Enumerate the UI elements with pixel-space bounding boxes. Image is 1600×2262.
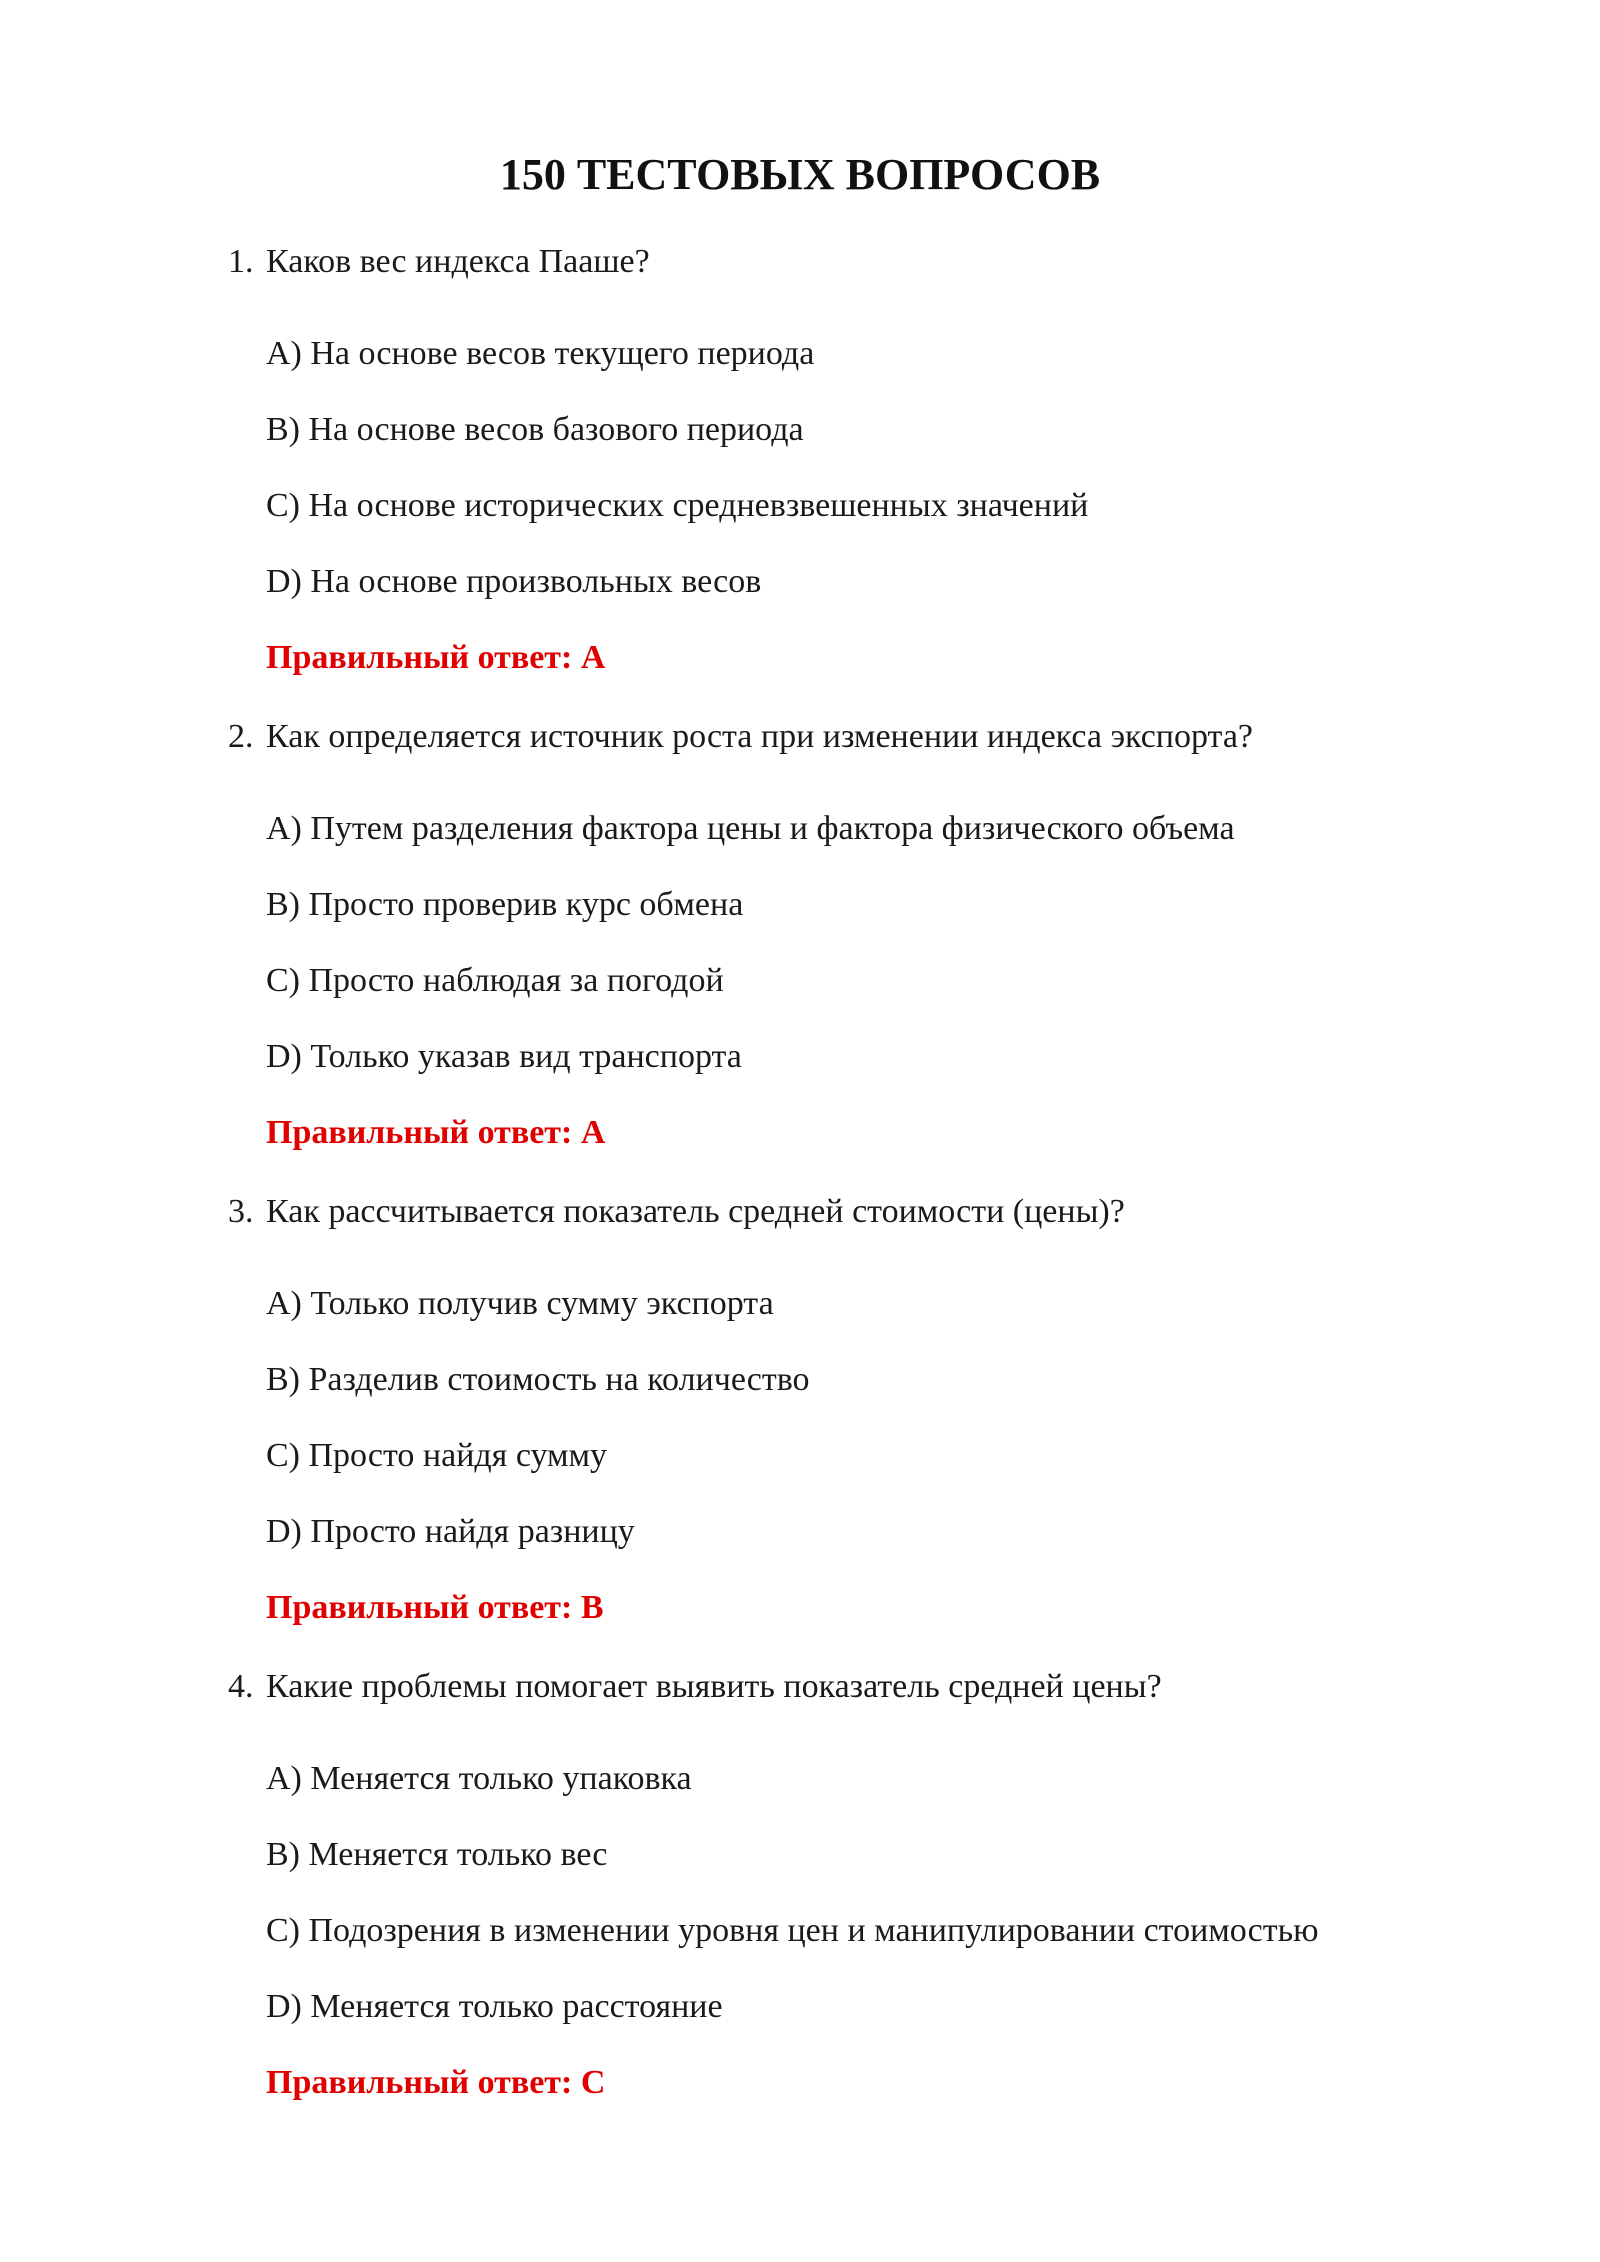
- question-number: 1.: [228, 243, 254, 280]
- option-list: [266, 1282, 810, 1586]
- question-2: [0, 715, 1600, 1190]
- question-4: [0, 1665, 1600, 2140]
- option-b: B) На основе весов базового периода: [266, 411, 804, 448]
- option-a: A) Путем разделения фактора цены и фактора физического объема: [266, 810, 1235, 847]
- option-b: B) Разделив стоимость на количество: [266, 1361, 810, 1398]
- question-3: [0, 1190, 1600, 1665]
- option-a: A) Меняется только упаковка: [266, 1760, 692, 1797]
- question-text: [228, 240, 650, 284]
- page-title: 150 ТЕСТОВЫХ ВОПРОСОВ: [499, 150, 1101, 199]
- option-a: A) Только получив сумму экспорта: [266, 1285, 774, 1322]
- option-d: D) Просто найдя разницу: [266, 1513, 635, 1550]
- question-number: 3.: [228, 1193, 254, 1230]
- question-label: Каков вес индекса Пааше?: [266, 243, 650, 280]
- correct-answer: Правильный ответ: B: [266, 1589, 604, 1626]
- option-d: D) На основе произвольных весов: [266, 563, 762, 600]
- correct-answer: Правильный ответ: A: [266, 639, 606, 676]
- option-b: B) Меняется только вес: [266, 1836, 608, 1873]
- question-number: 4.: [228, 1668, 254, 1705]
- option-c: C) Просто наблюдая за погодой: [266, 962, 724, 999]
- option-d: D) Только указав вид транспорта: [266, 1038, 742, 1075]
- option-b: B) Просто проверив курс обмена: [266, 886, 744, 923]
- correct-answer: Правильный ответ: C: [266, 2064, 606, 2101]
- question-label: Какие проблемы помогает выявить показатель средней цены?: [266, 1668, 1162, 1705]
- question-text: [228, 1665, 1162, 1709]
- question-list: [0, 240, 1600, 2140]
- question-label: Как рассчитывается показатель средней стоимости (цены)?: [266, 1193, 1125, 1230]
- option-list: [266, 807, 1235, 1111]
- option-c: C) Просто найдя сумму: [266, 1437, 608, 1474]
- option-d: D) Меняется только расстояние: [266, 1988, 723, 2025]
- option-list: [266, 332, 1088, 636]
- option-list: [266, 1757, 1319, 2061]
- question-1: [0, 240, 1600, 715]
- question-number: 2.: [228, 718, 254, 755]
- option-c: C) Подозрения в изменении уровня цен и манипулировании стоимостью: [266, 1912, 1319, 1949]
- correct-answer: Правильный ответ: A: [266, 1114, 606, 1151]
- option-c: C) На основе исторических средневзвешенных значений: [266, 487, 1089, 524]
- option-a: A) На основе весов текущего периода: [266, 335, 815, 372]
- question-text: [228, 1190, 1125, 1234]
- question-label: Как определяется источник роста при изменении индекса экспорта?: [266, 718, 1254, 755]
- question-text: [228, 715, 1253, 759]
